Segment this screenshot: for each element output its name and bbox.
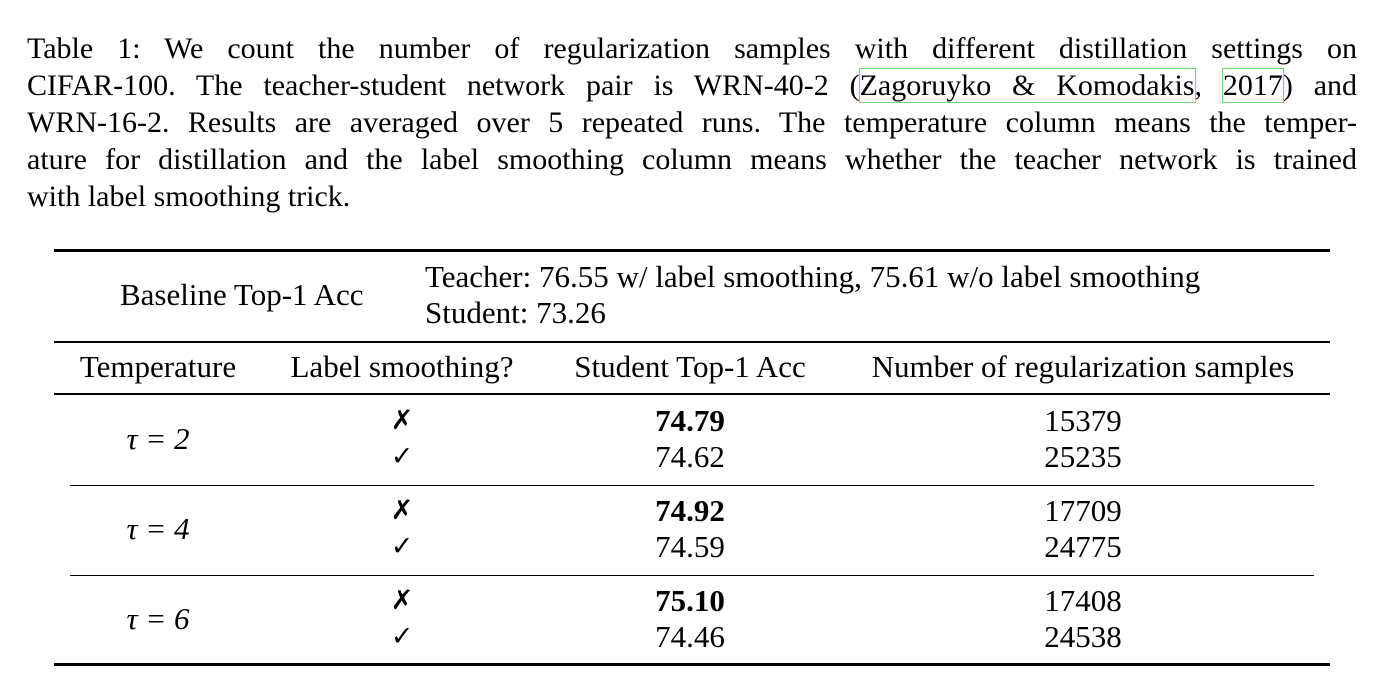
table-bottom-rule bbox=[54, 663, 1330, 666]
baseline-teacher: Teacher: 76.55 w/ label smoothing, 75.61 w/o label smoothing bbox=[425, 259, 1201, 294]
header-temperature: Temperature bbox=[79, 349, 237, 384]
group-separator-rule bbox=[70, 485, 1314, 486]
baseline-student: Student: 73.26 bbox=[425, 295, 606, 330]
student-acc-value: 74.92 bbox=[655, 493, 725, 528]
caption-line-2-end: ) and bbox=[1282, 69, 1357, 102]
cross-mark-icon: ✗ bbox=[390, 405, 414, 436]
cross-mark-icon: ✗ bbox=[390, 495, 414, 526]
check-mark-icon: ✓ bbox=[390, 441, 414, 472]
citation-separator: , bbox=[1194, 69, 1223, 102]
temperature-value: τ = 4 bbox=[126, 511, 190, 546]
temperature-value: τ = 6 bbox=[126, 601, 190, 636]
check-mark-icon: ✓ bbox=[390, 621, 414, 652]
caption-line-5: with label smoothing trick. bbox=[27, 180, 351, 213]
caption-line-1: Table 1: We count the number of regularization samples with different distillation settings on bbox=[27, 32, 1357, 65]
header-num-samples: Number of regularization samples bbox=[871, 349, 1295, 384]
student-acc-value: 74.59 bbox=[655, 529, 725, 564]
num-samples-value: 25235 bbox=[1044, 439, 1122, 474]
header-rule bbox=[54, 393, 1330, 395]
caption-line-3: WRN-16-2. Results are averaged over 5 repeated runs. The temperature column means the temper- bbox=[27, 106, 1357, 139]
table-top-rule bbox=[54, 249, 1330, 252]
header-label-smoothing: Label smoothing? bbox=[290, 349, 514, 384]
caption-line-4: ature for distillation and the label smoothing column means whether the teacher network is trained bbox=[27, 143, 1357, 176]
check-mark-icon: ✓ bbox=[390, 531, 414, 562]
table-caption bbox=[27, 30, 1357, 215]
student-acc-value: 74.79 bbox=[655, 403, 725, 438]
group-separator-rule bbox=[70, 575, 1314, 576]
caption-line-2-start: CIFAR-100. The teacher-student network pair is WRN-40-2 ( bbox=[27, 69, 860, 102]
student-acc-value: 74.62 bbox=[655, 439, 725, 474]
student-acc-value: 74.46 bbox=[655, 619, 725, 654]
cross-mark-icon: ✗ bbox=[390, 585, 414, 616]
caption-line-2 bbox=[27, 67, 1357, 104]
citation-year-link[interactable]: 2017 bbox=[1222, 69, 1283, 102]
num-samples-value: 17408 bbox=[1044, 583, 1122, 618]
citation-authors-link[interactable]: Zagoruyko & Komodakis bbox=[859, 69, 1195, 102]
num-samples-value: 24775 bbox=[1044, 529, 1122, 564]
header-student-acc: Student Top-1 Acc bbox=[574, 349, 806, 384]
baseline-label: Baseline Top-1 Acc bbox=[120, 277, 364, 312]
baseline-rule bbox=[54, 341, 1330, 343]
num-samples-value: 17709 bbox=[1044, 493, 1122, 528]
num-samples-value: 15379 bbox=[1044, 403, 1122, 438]
num-samples-value: 24538 bbox=[1044, 619, 1122, 654]
temperature-value: τ = 2 bbox=[126, 421, 190, 456]
student-acc-value: 75.10 bbox=[655, 583, 725, 618]
